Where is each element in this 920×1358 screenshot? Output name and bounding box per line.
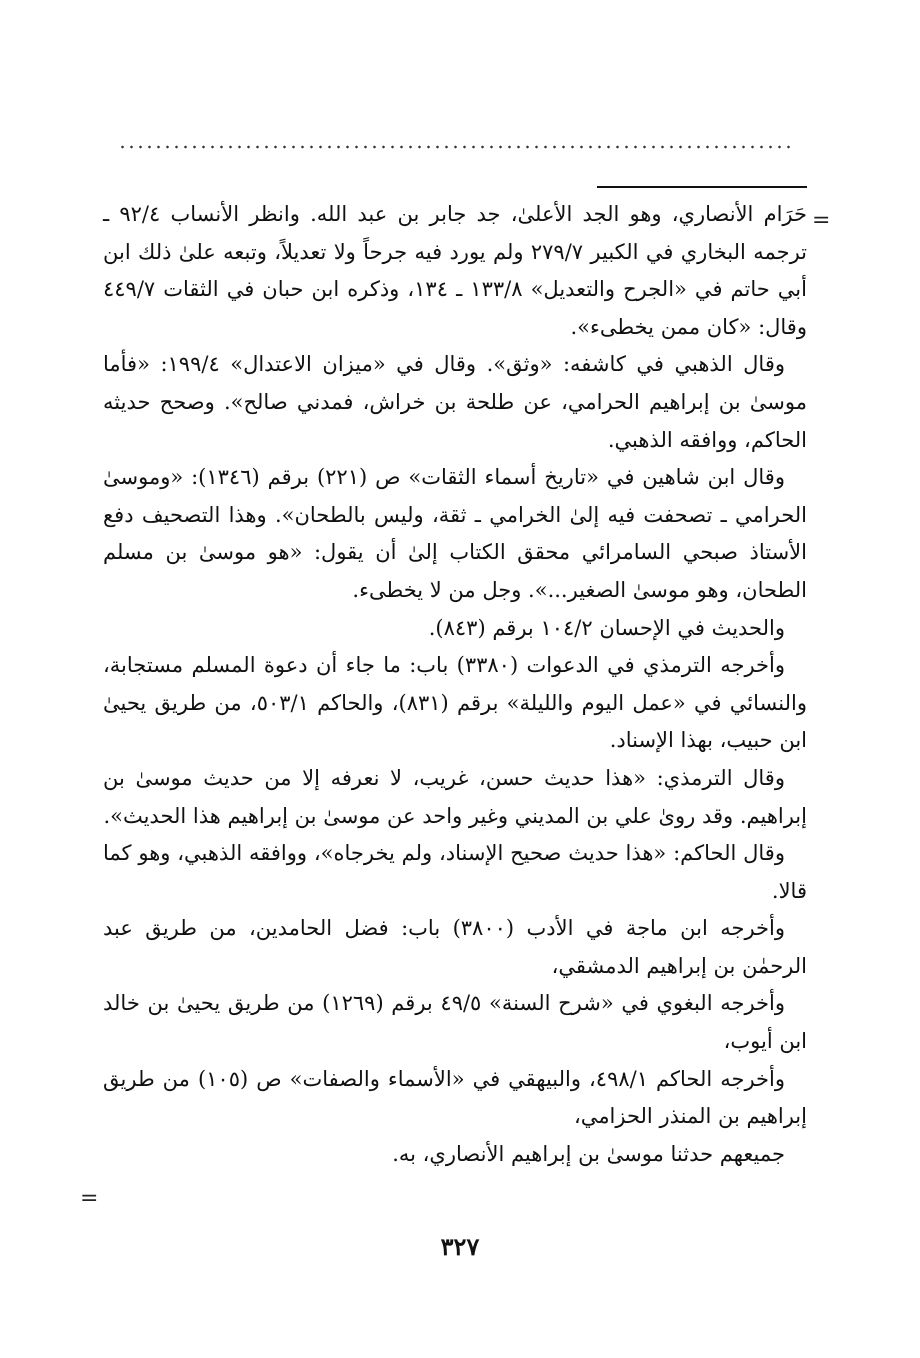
paragraph: وقال الذهبي في كاشفه: «وثق». وقال في «ميزان الاعتدال» ١٩٩/٤: «فأما موسىٰ بن إبراهيم الحرامي، عن طلحة بن خراش، فمدني صالح». وصحح حديثه الحاكم، ووافقه الذهبي.: [103, 352, 807, 452]
dotted-separator: [118, 144, 790, 150]
continuation-mark-top: =: [812, 208, 831, 233]
paragraph: حَرَام الأنصاري، وهو الجد الأعلىٰ، جد جابر بن عبد الله. وانظر الأنساب ٩٢/٤ ـ ترجمه البخاري في الكبير ٢٧٩/٧ ولم يورد فيه جرحاً ولا تعديلاً، وتبعه علىٰ ذلك ابن أبي حاتم في «الجرح والتعديل» ١٣٣/٨ ـ ١٣٤، وذكره ابن حبان في الثقات ٤٤٩/٧ وقال: «كان ممن يخطىء».: [103, 202, 808, 339]
paragraph: وأخرجه البغوي في «شرح السنة» ٤٩/٥ برقم (١٢٦٩) من طريق يحيىٰ بن خالد ابن أيوب،: [103, 991, 807, 1054]
continuation-mark-bottom: =: [80, 1186, 99, 1211]
paragraph: وأخرجه ابن ماجة في الأدب (٣٨٠٠) باب: فضل الحامدين، من طريق عبد الرحمٰن بن إبراهيم الدمشقي،: [103, 916, 807, 978]
paragraph: وأخرجه الحاكم ٤٩٨/١، والبيهقي في «الأسماء والصفات» ص (١٠٥) من طريق إبراهيم بن المنذر الحزامي،: [103, 1066, 807, 1129]
footnote-rule: [597, 186, 807, 188]
paragraph: جميعهم حدثنا موسىٰ بن إبراهيم الأنصاري، به.: [392, 1141, 785, 1166]
footnote-text: [103, 196, 807, 1173]
paragraph: وأخرجه الترمذي في الدعوات (٣٣٨٠) باب: ما جاء أن دعوة المسلم مستجابة، والنسائي في «عمل اليوم والليلة» برقم (٨٣١)، والحاكم ٥٠٣/١، من طريق يحيىٰ ابن حبيب، بهذا الإسناد.: [103, 653, 807, 753]
paragraph: وقال الترمذي: «هذا حديث حسن، غريب، لا نعرفه إلا من حديث موسىٰ بن إبراهيم. وقد روىٰ علي بن المديني وغير واحد عن موسىٰ بن إبراهيم هذا الحديث».: [103, 765, 807, 828]
paragraph: وقال الحاكم: «هذا حديث صحيح الإسناد، ولم يخرجاه»، ووافقه الذهبي، وهو كما قالا.: [103, 841, 807, 903]
paragraph: والحديث في الإحسان ١٠٤/٢ برقم (٨٤٣).: [428, 615, 785, 640]
page-number: ٣٢٧: [440, 1232, 480, 1261]
paragraph: وقال ابن شاهين في «تاريخ أسماء الثقات» ص (٢٢١) برقم (١٣٤٦): «وموسىٰ الحرامي ـ تصحفت فيه إلىٰ الخرامي ـ ثقة، وليس بالطحان». وهذا التصحيف دفع الأستاذ صبحي السامرائي محقق الكتاب إلىٰ أن يقول: «هو موسىٰ بن مسلم الطحان، وهو موسىٰ الصغير...». وجل من لا يخطىء.: [103, 465, 807, 602]
